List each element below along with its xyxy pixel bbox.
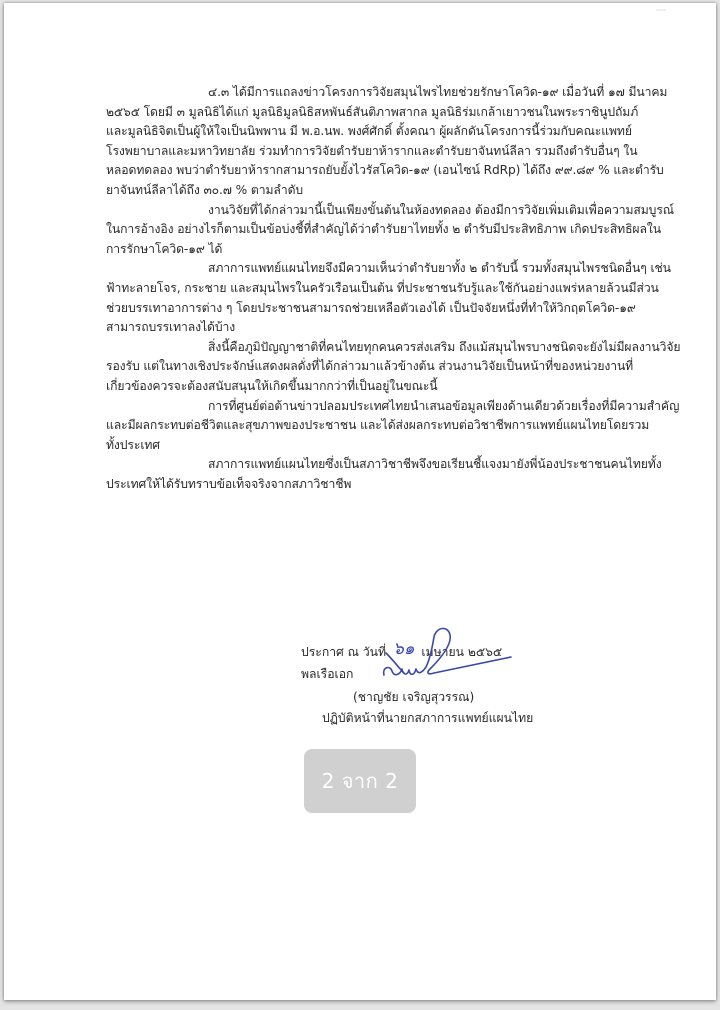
text-line: การรักษาโควิด-๑๙ ได้ (106, 241, 223, 256)
text-line: ๒๕๖๕ โดยมี ๓ มูลนิธิได้แก่ มูลนิธิมูลนิธิสหพันธ์สันติภาพสากล มูลนิธิร่มเกล้าเยาวชนในพระราชินูปถัมภ์ (106, 104, 639, 119)
paragraph-clarification (106, 455, 686, 494)
paragraph-council-opinion (106, 259, 686, 337)
text-line: สภาการแพทย์แผนไทยจึงมีความเห็นว่าตำรับยาทั้ง ๒ ตำรับนี้ รวมทั้งสมุนไพรชนิดอื่นๆ เช่น (208, 261, 671, 276)
text-line: ทั้งประเทศ (106, 437, 160, 452)
text-line: ในการอ้างอิง อย่างไรก็ตามเป็นข้อบ่งชี้ที่สำคัญได้ว่าตำรับยาไทยทั้ง ๒ ตำรับมีประสิทธิภาพ เกิดประสิทธิผลใน (106, 222, 661, 237)
handwritten-day: ๖๑ (392, 639, 415, 659)
signatory-name: (ชาญชัย เจริญสุวรรณ) (353, 690, 475, 704)
text-line: สภาการแพทย์แผนไทยซึ่งเป็นสภาวิชาชีพจึงขอเรียนชี้แจงมายังพี่น้องประชาชนคนไทยทั้ง (208, 457, 662, 472)
text-line: ช่วยบรรเทาอาการต่าง ๆ โดยประชาชนสามารถช่วยเหลือตัวเองได้ เป็นปัจจัยหนึ่งที่ทำให้วิกฤตโควิด-๑๙ (106, 300, 636, 315)
page-indicator: 2 จาก 2 (304, 749, 416, 813)
text-line: และมูลนิธิจิตเป็นผู้ให้ใจเป็นนิพพาน มี พ.อ.นพ. พงศ์ศักดิ์ ตั้งคณา ผู้ผลักดันโครงการนี้ร่วมกับคณะแพทย์ (106, 124, 632, 139)
paragraph-national-wisdom (106, 338, 686, 397)
signatory-position: ปฏิบัติหน้าที่นายกสภาการแพทย์แผนไทย (322, 711, 534, 725)
paragraph-anti-fake-news (106, 397, 686, 456)
text-line: การที่ศูนย์ต่อต้านข่าวปลอมประเทศไทยนำเสนอข้อมูลเพียงด้านเดียวด้วยเรื่องที่มีความสำคัญ (208, 398, 680, 413)
scan-artifact (656, 9, 666, 11)
text-line: เกี่ยวข้องควรจะต้องสนับสนุนให้เกิดขึ้นมากกว่าที่เป็นอยู่ในขณะนี้ (106, 378, 438, 393)
signature-image (376, 623, 516, 683)
text-line: ยาจันทน์ลีลาได้ถึง ๓๐.๗ % ตามลำดับ (106, 182, 304, 197)
paragraph-covid-herbal-research (106, 83, 686, 201)
text-line: ประเทศให้ได้รับทราบข้อเท็จจริงจากสภาวิชาชีพ (106, 476, 352, 491)
text-line: รองรับ แต่ในทางเชิงประจักษ์แสดงผลดั่งที่ได้กล่าวมาแล้วข้างต้น ส่วนงานวิจัยเป็นหน้าที่ของหน่วยงานที่ (106, 359, 634, 374)
text-line: งานวิจัยที่ได้กล่าวมานี้เป็นเพียงขั้นต้นในห้องทดลอง ต้องมีการวิจัยเพิ่มเติมเพื่อความสมบูรณ์ (208, 202, 674, 217)
text-line: สามารถบรรเทาลงได้บ้าง (106, 320, 236, 335)
document-body (106, 83, 686, 494)
text-line: สิ่งนี้คือภูมิปัญญาชาติที่คนไทยทุกคนควรส่งเสริม ถึงแม้สมุนไพรบางชนิดจะยังไม่มีผลงานวิจัย (208, 339, 681, 354)
signatory-rank: พลเรือเอก (301, 667, 354, 681)
text-line: ฟ้าทะลายโจร, กระชาย และสมุนไพรในครัวเรือนเป็นต้น ที่ประชาชนรับรู้และใช้กันอย่างแพร่หลายล้วนมีส่วน (106, 280, 659, 295)
text-line: โรงพยาบาลและมหาวิทยาลัย ร่วมทำการวิจัยตำรับยาห้ารากและตำรับยาจันทน์ลีลา รวมถึงตำรับอื่นๆ ใน (106, 143, 638, 158)
paragraph-research-preliminary (106, 201, 686, 260)
text-line: ๔.๓ ได้มีการแถลงข่าวโครงการวิจัยสมุนไพรไทยช่วยรักษาโควิด-๑๙ เมื่อวันที่ ๑๗ มีนาคม (208, 85, 668, 99)
announce-month-year: เมษายน ๒๕๖๕ (421, 645, 503, 659)
text-line: และมีผลกระทบต่อชีวิตและสุขภาพของประชาชน และได้ส่งผลกระทบต่อวิชาชีพการแพทย์แผนไทยโดยรวม (106, 418, 650, 433)
text-line: หลอดทดลอง พบว่าตำรับยาห้ารากสามารถยับยั้งไวรัสโควิด-๑๙ (เอนไซน์ RdRp) ได้ถึง ๙๙.๘๙ % และตำรับ (106, 163, 664, 178)
document-page[interactable] (4, 3, 716, 1000)
announce-prefix: ประกาศ ณ วันที่ (301, 645, 387, 659)
